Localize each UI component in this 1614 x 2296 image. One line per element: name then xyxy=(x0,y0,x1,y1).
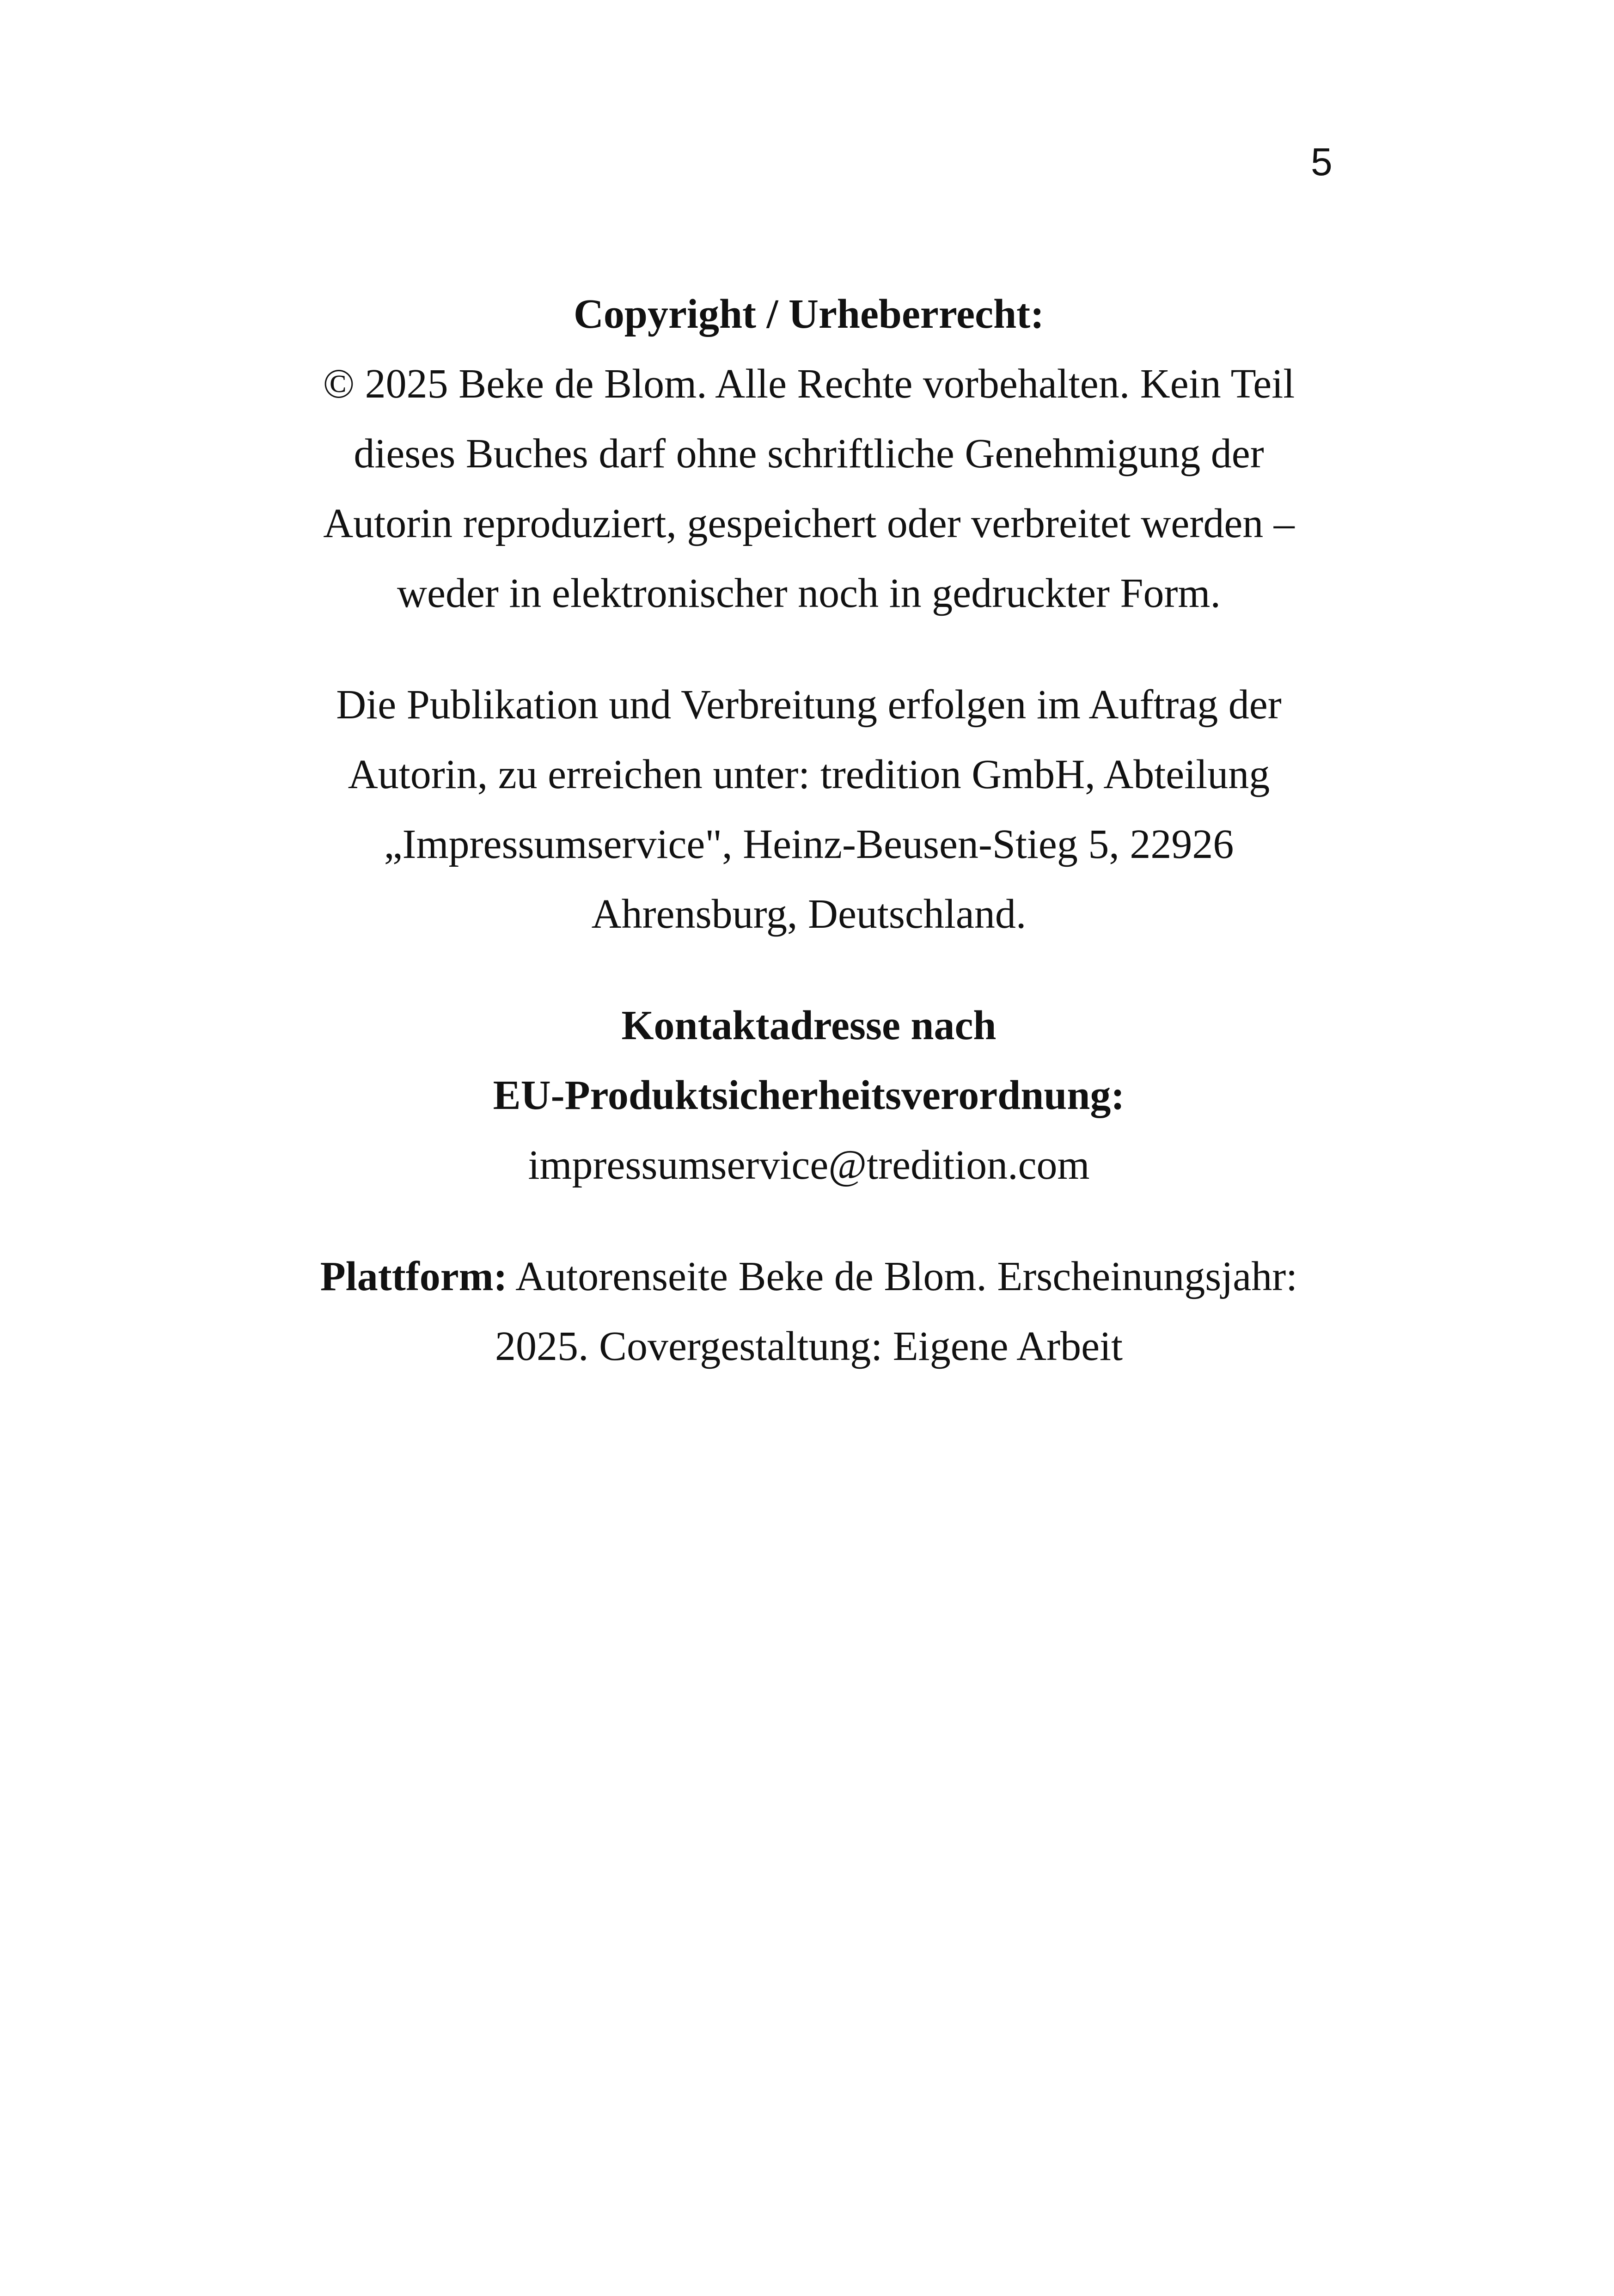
copyright-line: © 2025 Beke de Blom. Alle Rechte vorbehalten. Kein Teil xyxy=(323,361,1295,407)
contact-heading: Kontaktadresse nach xyxy=(621,1003,997,1048)
copyright-section xyxy=(268,279,1350,628)
platform-section xyxy=(268,1242,1350,1381)
copyright-line: Autorin reproduziert, gespeichert oder verbreitet werden – xyxy=(323,501,1295,546)
publication-line: Die Publikation und Verbreitung erfolgen im Auftrag der xyxy=(336,682,1282,728)
platform-line xyxy=(268,1242,1350,1311)
publication-line: Autorin, zu erreichen unter: tredition GmbH, Abteilung xyxy=(348,752,1270,797)
contact-heading: EU-Produktsicherheitsverordnung: xyxy=(493,1072,1125,1118)
copyright-heading: Copyright / Urheberrecht: xyxy=(573,291,1045,337)
publication-line: Ahrensburg, Deutschland. xyxy=(591,891,1027,937)
contact-email: impressumservice@tredition.com xyxy=(528,1142,1090,1188)
imprint-text xyxy=(268,279,1350,1381)
copyright-line: weder in elektronischer noch in gedruckter Form. xyxy=(397,570,1221,616)
copyright-line: dieses Buches darf ohne schriftliche Genehmigung der xyxy=(354,431,1264,477)
contact-section xyxy=(268,991,1350,1200)
platform-text: Autorenseite Beke de Blom. Erscheinungsjahr: xyxy=(507,1254,1298,1299)
page-number: 5 xyxy=(1311,140,1333,184)
platform-line-2: 2025. Covergestaltung: Eigene Arbeit xyxy=(495,1323,1123,1369)
publication-section xyxy=(268,670,1350,949)
publication-line: „Impressumservice", Heinz-Beusen-Stieg 5, 22926 xyxy=(384,821,1234,867)
platform-label: Plattform: xyxy=(320,1254,507,1299)
